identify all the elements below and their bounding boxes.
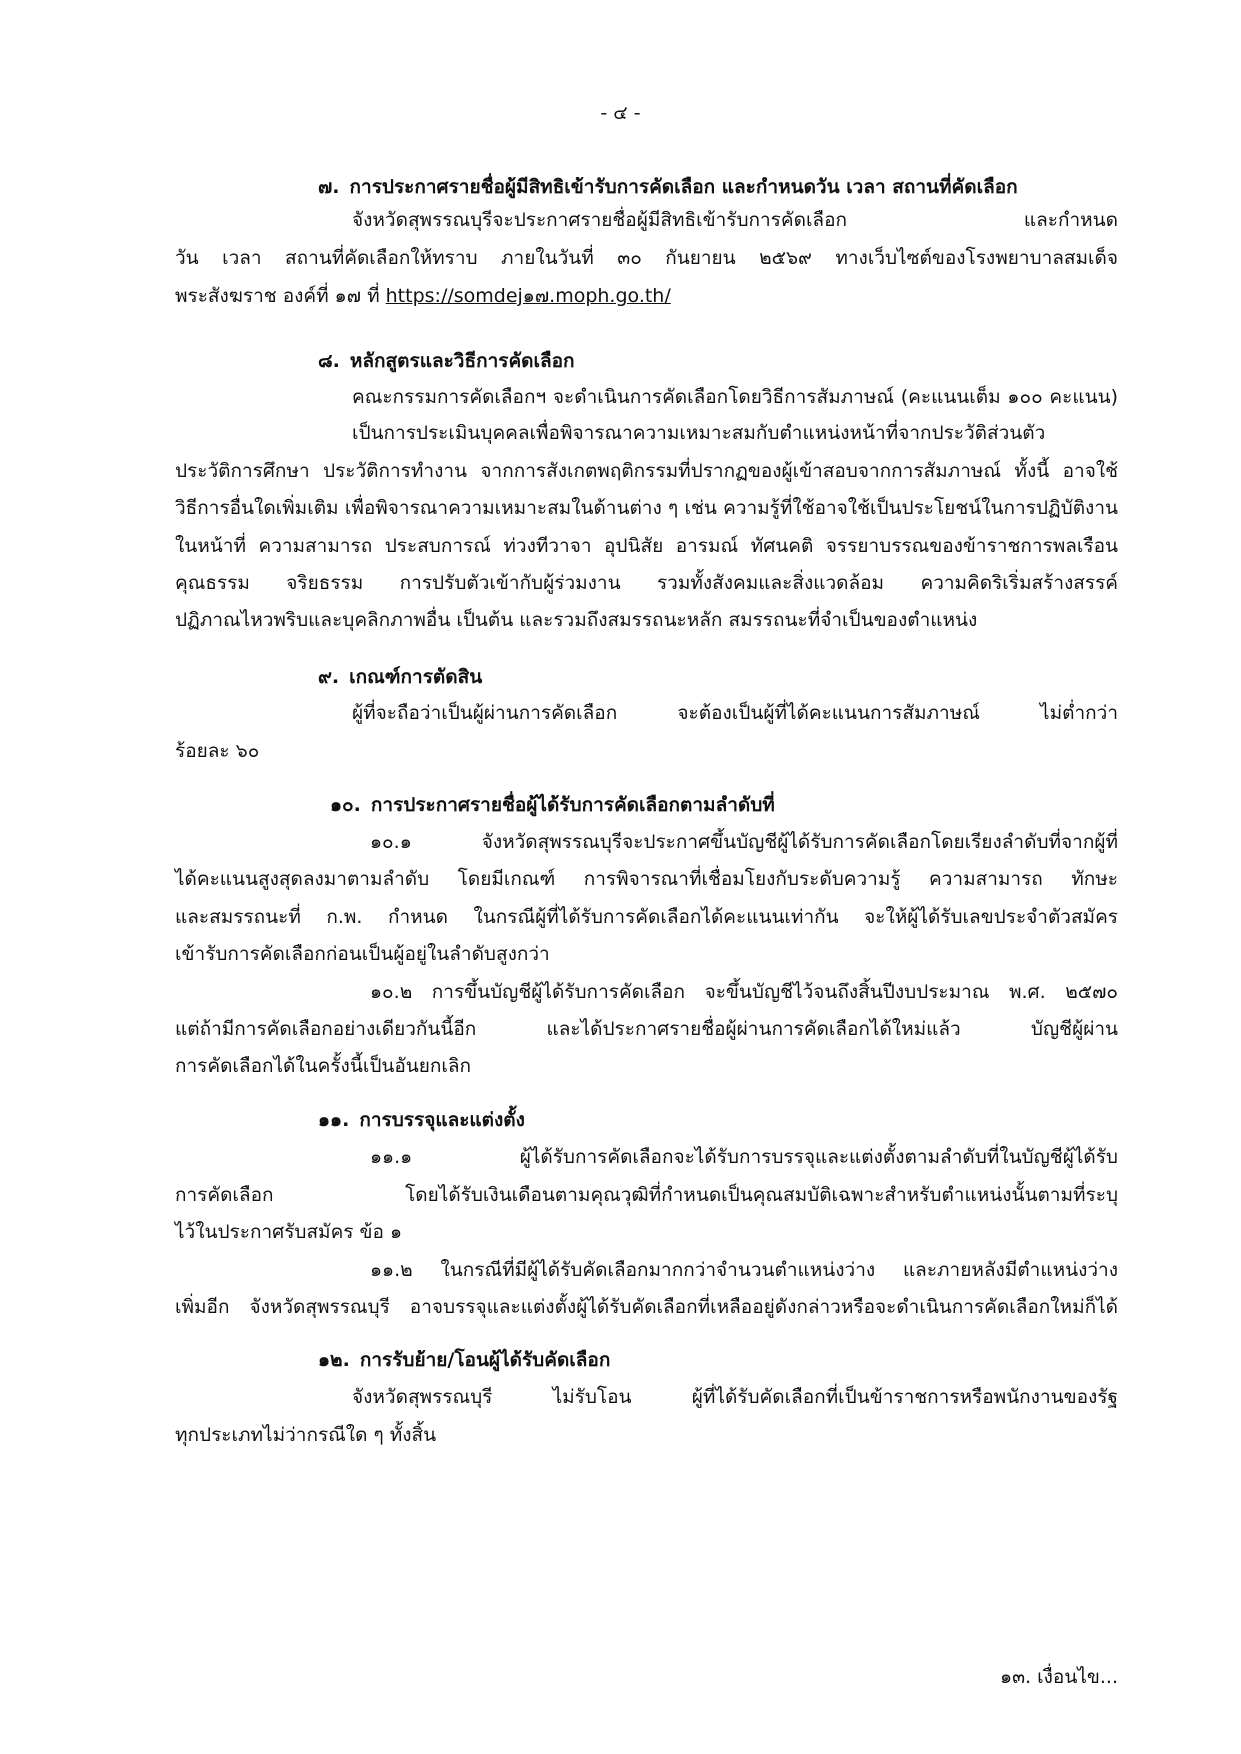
section-10-2-line-3: การคัดเลือกได้ในครั้งนี้เป็นอันยกเลิก [175,1055,472,1077]
section-9-line-2: ร้อยละ ๖๐ [175,740,260,762]
section-7-title: การประกาศรายชื่อผู้มีสิทธิเข้ารับการคัดเลือก และกำหนดวัน เวลา สถานที่คัดเลือก [349,176,1018,198]
section-11-2-line-2: เพิ่มอีก จังหวัดสุพรรณบุรี อาจบรรจุและแต่งตั้งผู้ได้รับคัดเลือกที่เหลืออยู่ดังกล่าวหรือจะดำเนินการคัดเลือกใหม่ก็ได้ [175,1296,1118,1318]
section-9-title: เกณฑ์การตัดสิน [349,666,483,688]
section-9-line-1: ผู้ที่จะถือว่าเป็นผู้ผ่านการคัดเลือก จะต้องเป็นผู้ที่ได้คะแนนการสัมภาษณ์ ไม่ต่ำกว่า [352,702,1118,724]
section-11-1-line-3: ไว้ในประกาศรับสมัคร ข้อ ๑ [175,1221,403,1243]
section-7-line-3 [175,279,671,313]
section-12-line-2: ทุกประเภทไม่ว่ากรณีใด ๆ ทั้งสิ้น [175,1424,437,1446]
section-8-number: ๘. [318,350,340,372]
section-10-title: การประกาศรายชื่อผู้ได้รับการคัดเลือกตามลำดับที่ [370,794,775,816]
section-7-number: ๗. [318,176,340,198]
section-8-heading [318,344,575,378]
continuation-marker: ๑๓. เงื่อนไข... [1000,1666,1118,1688]
section-10-2-line-2: แต่ถ้ามีการคัดเลือกอย่างเดียวกันนี้อีก และได้ประกาศรายชื่อผู้ผ่านการคัดเลือกได้ใหม่แล้ว บัญชีผู้ผ่าน [175,1018,1118,1040]
section-11-1-line-2: การคัดเลือก โดยได้รับเงินเดือนตามคุณวุฒิที่กำหนดเป็นคุณสมบัติเฉพาะสำหรับตำแหน่งนั้นตามที่ระบุ [175,1184,1118,1206]
section-11-1-line-1: ๑๑.๑ ผู้ได้รับการคัดเลือกจะได้รับการบรรจุและแต่งตั้งตามลำดับที่ในบัญชีผู้ได้รับ [370,1146,1118,1168]
section-10-1-line-3: และสมรรถนะที่ ก.พ. กำหนด ในกรณีผู้ที่ได้รับการคัดเลือกได้คะแนนเท่ากัน จะให้ผู้ได้รับเลขประจำตัวสมัคร [175,906,1118,928]
section-12-line-1: จังหวัดสุพรรณบุรี ไม่รับโอน ผู้ที่ได้รับคัดเลือกที่เป็นข้าราชการหรือพนักงานของรัฐ [352,1386,1118,1408]
section-9-number: ๙. [318,666,340,688]
section-8-line-1: คณะกรรมการคัดเลือกฯ จะดำเนินการคัดเลือกโดยวิธีการสัมภาษณ์ (คะแนนเต็ม ๑๐๐ คะแนน) [352,386,1118,408]
hospital-website-link[interactable]: https://somdej๑๗.moph.go.th/ [385,285,671,307]
section-8-title: หลักสูตรและวิธีการคัดเลือก [349,350,575,372]
section-10-heading [330,788,775,822]
section-7-line-1: จังหวัดสุพรรณบุรีจะประกาศรายชื่อผู้มีสิทธิเข้ารับการคัดเลือก และกำหนด [352,209,1118,231]
section-10-2-line-1: ๑๐.๒ การขึ้นบัญชีผู้ได้รับการคัดเลือก จะขึ้นบัญชีไว้จนถึงสิ้นปีงบประมาณ พ.ศ. ๒๕๗๐ [370,981,1118,1003]
section-10-1-line-1: ๑๐.๑ จังหวัดสุพรรณบุรีจะประกาศขึ้นบัญชีผู้ได้รับการคัดเลือกโดยเรียงลำดับที่จากผู้ที่ [370,831,1118,853]
page-number: - ๔ - [600,102,641,124]
section-8-line-6: คุณธรรม จริยธรรม การปรับตัวเข้ากับผู้ร่วมงาน รวมทั้งสังคมและสิ่งแวดล้อม ความคิดริเริ่มสร้างสรรค์ [175,572,1118,594]
section-8-line-5: ในหน้าที่ ความสามารถ ประสบการณ์ ท่วงทีวาจา อุปนิสัย อารมณ์ ทัศนคติ จรรยาบรรณของข้าราชการพลเรือน [175,535,1118,557]
section-12-heading [318,1343,610,1377]
section-11-title: การบรรจุและแต่งตั้ง [359,1109,525,1131]
section-8-line-7: ปฏิภาณไหวพริบและบุคลิกภาพอื่น เป็นต้น และรวมถึงสมรรถนะหลัก สมรรถนะที่จำเป็นของตำแหน่ง [175,609,978,631]
section-7-line-2: วัน เวลา สถานที่คัดเลือกให้ทราบ ภายในวันที่ ๓๐ กันยายน ๒๕๖๙ ทางเว็บไซต์ของโรงพยาบาลสมเด็จ [175,247,1118,269]
section-7-heading [318,170,1018,204]
section-11-number: ๑๑. [318,1109,350,1131]
section-7-line-3-text: พระสังฆราช องค์ที่ ๑๗ ที่ [175,285,380,307]
section-8-line-4: วิธีการอื่นใดเพิ่มเติม เพื่อพิจารณาความเหมาะสมในด้านต่าง ๆ เช่น ความรู้ที่ใช้อาจใช้เป็นประโยชน์ในการปฏิบัติงาน [175,497,1118,519]
section-10-1-line-2: ได้คะแนนสูงสุดลงมาตามลำดับ โดยมีเกณฑ์ การพิจารณาที่เชื่อมโยงกับระดับความรู้ ความสามารถ ทักษะ [175,868,1118,890]
section-11-2-line-1: ๑๑.๒ ในกรณีที่มีผู้ได้รับคัดเลือกมากกว่าจำนวนตำแหน่งว่าง และภายหลังมีตำแหน่งว่าง [370,1259,1118,1281]
section-10-number: ๑๐. [330,794,361,816]
section-10-1-line-4: เข้ารับการคัดเลือกก่อนเป็นผู้อยู่ในลำดับสูงกว่า [175,943,550,965]
section-11-heading [318,1103,525,1137]
section-12-title: การรับย้าย/โอนผู้ได้รับคัดเลือก [359,1349,611,1371]
section-8-line-2: เป็นการประเมินบุคคลเพื่อพิจารณาความเหมาะสมกับตำแหน่งหน้าที่จากประวัติส่วนตัว [352,422,1046,444]
section-12-number: ๑๒. [318,1349,350,1371]
section-9-heading [318,660,482,694]
section-8-line-3: ประวัติการศึกษา ประวัติการทำงาน จากการสังเกตพฤติกรรมที่ปรากฏของผู้เข้าสอบจากการสัมภาษณ์ ทั้งนี้ อาจใช้ [175,460,1118,482]
